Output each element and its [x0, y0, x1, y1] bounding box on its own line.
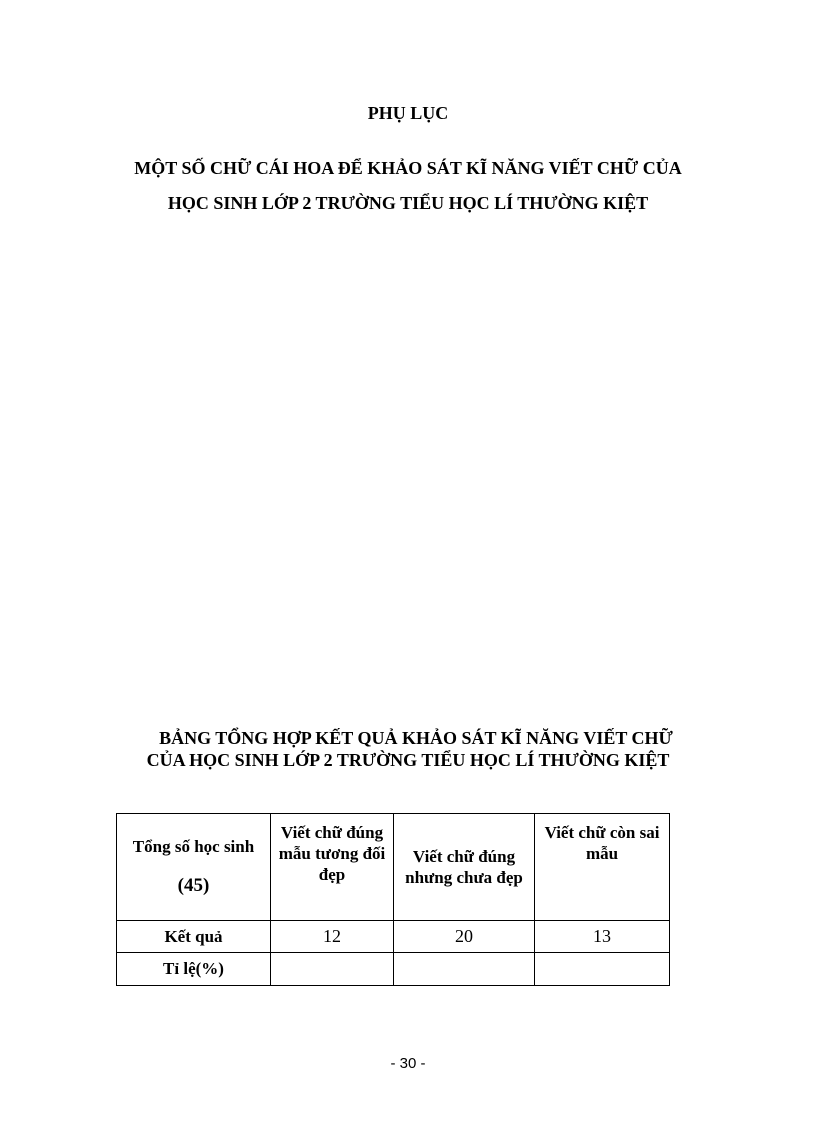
- table-heading-line-1: BẢNG TỔNG HỢP KẾT QUẢ KHẢO SÁT KĨ NĂNG VIẾT CHỮ: [159, 728, 673, 748]
- result-label-cell: Kết quả: [117, 921, 271, 953]
- result-wrong-cell: 13: [535, 921, 670, 953]
- ratio-good-cell: [271, 953, 394, 986]
- header-cell-good: Viết chữ đúng mẫu tương đối đẹp: [271, 814, 394, 921]
- results-table: [116, 813, 670, 986]
- result-good-cell: 12: [271, 921, 394, 953]
- table-heading-line-2: CỦA HỌC SINH LỚP 2 TRƯỜNG TIỂU HỌC LÍ THƯỜNG KIỆT: [146, 750, 670, 770]
- table-header-row: [117, 814, 670, 921]
- total-students-label: Tổng số học sinh: [132, 837, 255, 856]
- result-correct-cell: 20: [394, 921, 535, 953]
- table-row-result: [117, 921, 670, 953]
- ratio-label-cell: Tỉ lệ(%): [117, 953, 271, 986]
- header-cell-total: [117, 814, 271, 921]
- survey-heading-line-2: HỌC SINH LỚP 2 TRƯỜNG TIỂU HỌC LÍ THƯỜNG KIỆT: [167, 193, 649, 213]
- ratio-wrong-cell: [535, 953, 670, 986]
- ratio-correct-cell: [394, 953, 535, 986]
- table-row-ratio: [117, 953, 670, 986]
- appendix-title: PHỤ LỤC: [367, 103, 449, 123]
- survey-heading-line-1: MỘT SỐ CHỮ CÁI HOA ĐỂ KHẢO SÁT KĨ NĂNG VIẾT CHỮ CỦA: [134, 158, 682, 178]
- page-number: - 30 -: [390, 1055, 426, 1072]
- header-cell-correct: Viết chữ đúng nhưng chưa đẹp: [394, 814, 535, 921]
- header-cell-wrong: Viết chữ còn sai mẫu: [535, 814, 670, 921]
- total-students-count: (45): [177, 875, 210, 896]
